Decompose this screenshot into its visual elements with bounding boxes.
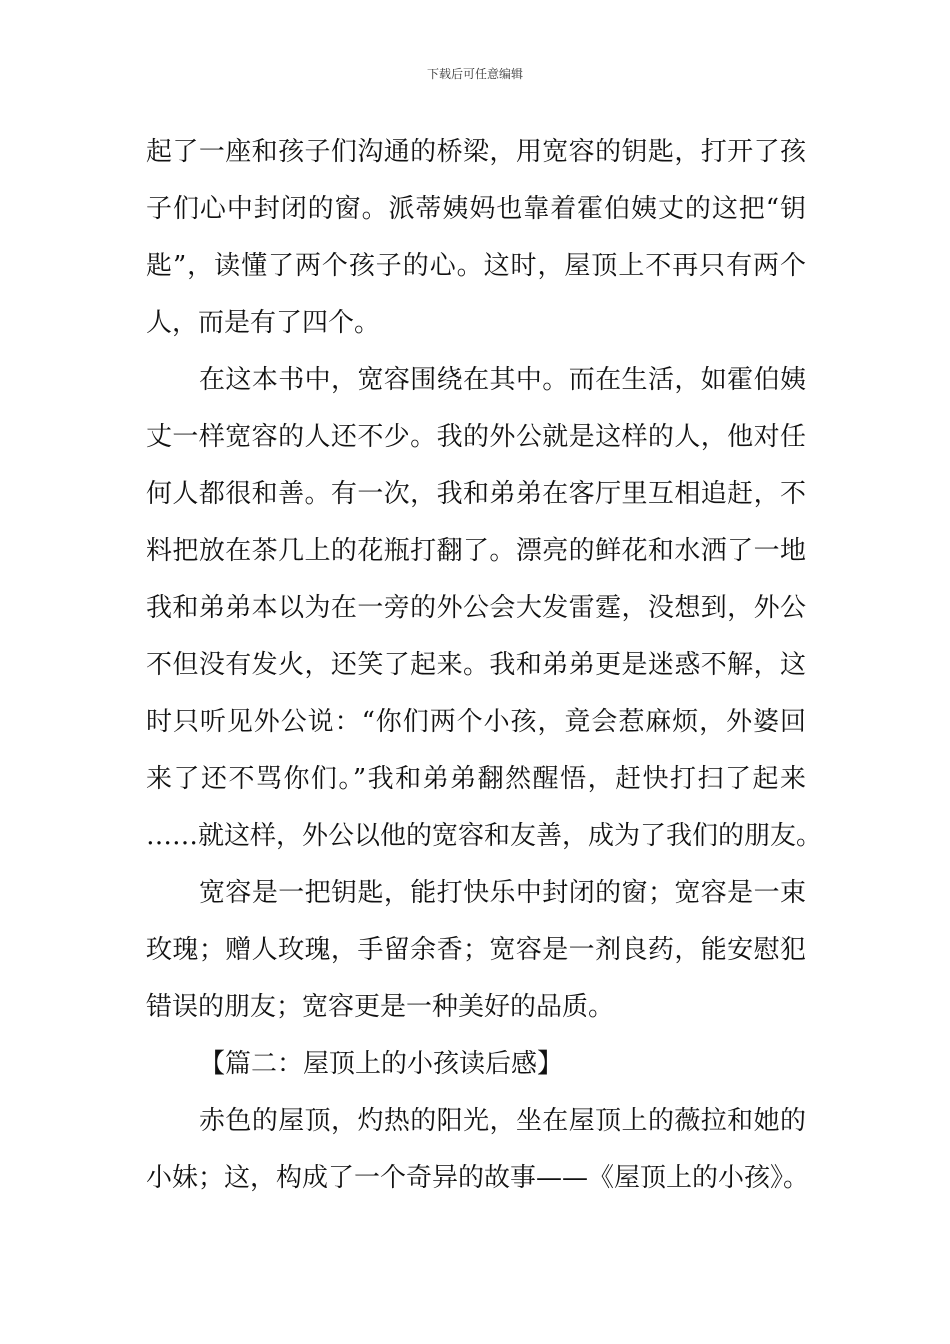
text-line: 时只听见外公说：“你们两个小孩，竟会惹麻烦，外婆回: [146, 707, 806, 737]
paragraph-first-line: 宽容是一把钥匙，能打快乐中封闭的窗；宽容是一束: [199, 878, 806, 908]
text-line: ……就这样，外公以他的宽容和友善，成为了我们的朋友。: [146, 821, 823, 851]
text-line: 我和弟弟本以为在一旁的外公会大发雷霆，没想到，外公: [146, 593, 806, 623]
text-line: 错误的朋友；宽容更是一种美好的品质。: [146, 992, 615, 1022]
paragraph-first-line: 赤色的屋顶，灼热的阳光，坐在屋顶上的薇拉和她的: [199, 1106, 806, 1136]
text-line: 何人都很和善。有一次，我和弟弟在客厅里互相追赶，不: [146, 479, 806, 509]
text-line: 丈一样宽容的人还不少。我的外公就是这样的人，他对任: [146, 422, 806, 452]
text-line: 子们心中封闭的窗。派蒂姨妈也靠着霍伯姨丈的这把“钥: [146, 194, 806, 224]
paragraph-first-line: 在这本书中，宽容围绕在其中。而在生活，如霍伯姨: [199, 365, 806, 395]
text-line: 来了还不骂你们。”我和弟弟翻然醒悟，赶快打扫了起来: [146, 764, 806, 794]
text-line: 玫瑰；赠人玫瑰，手留余香；宽容是一剂良药，能安慰犯: [146, 935, 806, 965]
text-line: 起了一座和孩子们沟通的桥梁，用宽容的钥匙，打开了孩: [146, 137, 806, 167]
text-line: 料把放在茶几上的花瓶打翻了。漂亮的鲜花和水洒了一地: [146, 536, 806, 566]
text-line: 不但没有发火，还笑了起来。我和弟弟更是迷惑不解，这: [146, 650, 806, 680]
section-heading: 【篇二：屋顶上的小孩读后感】: [199, 1049, 564, 1079]
text-line: 匙”，读懂了两个孩子的心。这时，屋顶上不再只有两个: [146, 251, 806, 281]
text-line: 人，而是有了四个。: [146, 308, 381, 338]
text-line: 小妹；这，构成了一个奇异的故事——《屋顶上的小孩》。: [146, 1163, 810, 1193]
page-header: 下载后可任意编辑: [426, 67, 523, 81]
